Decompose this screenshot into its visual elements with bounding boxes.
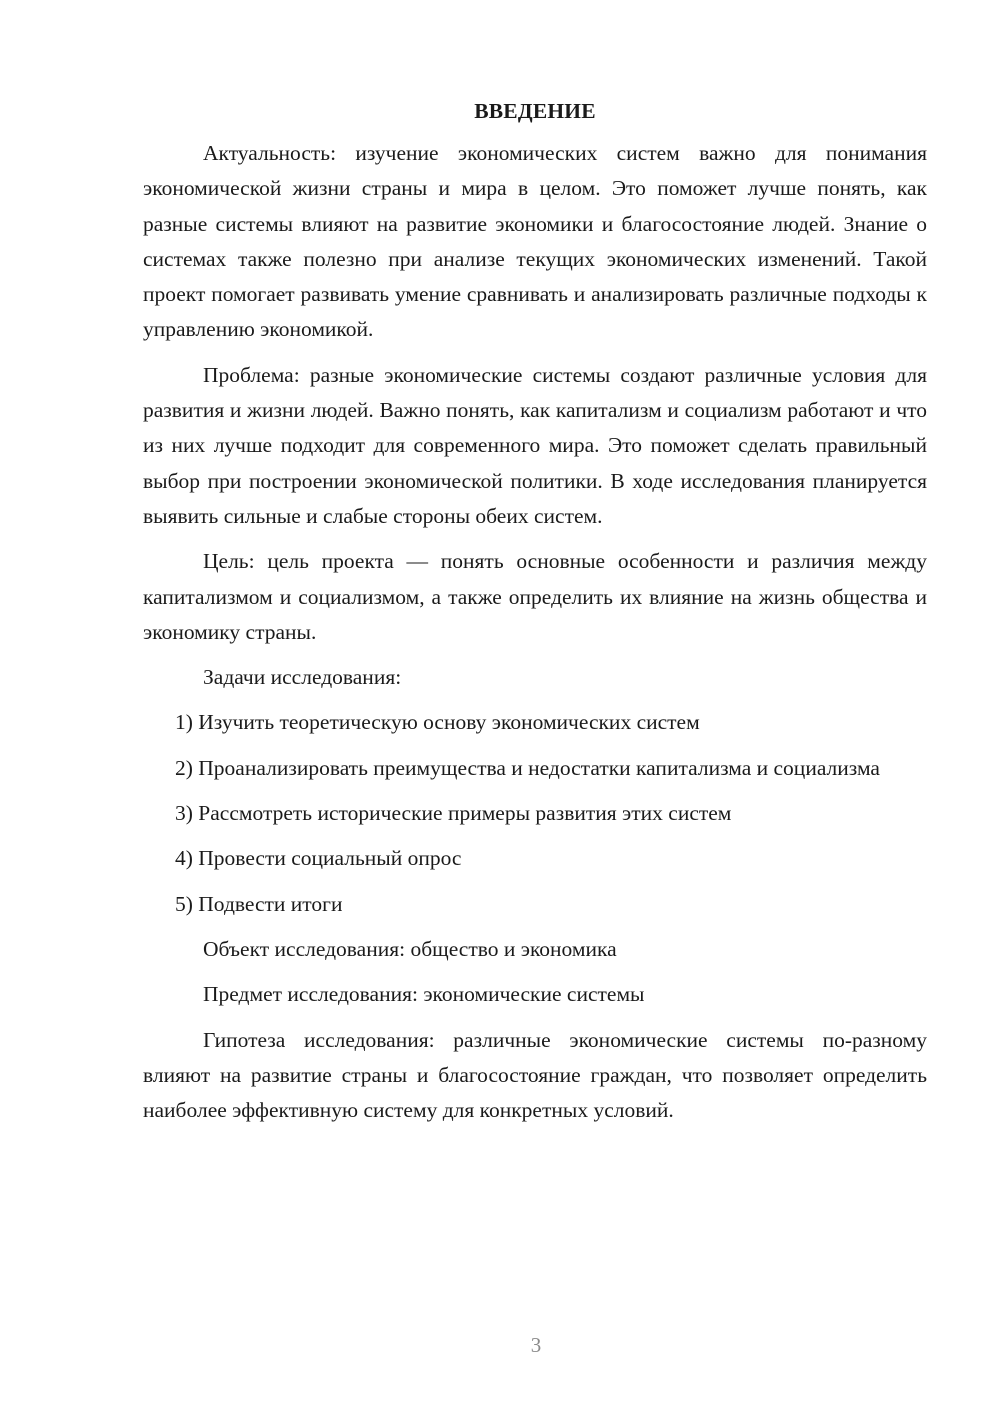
document-body bbox=[143, 96, 927, 1138]
section-heading: ВВЕДЕНИЕ bbox=[474, 99, 596, 123]
object-paragraph: Объект исследования: общество и экономика bbox=[203, 936, 617, 961]
subject-paragraph: Предмет исследования: экономические системы bbox=[203, 982, 645, 1007]
problem-paragraph: Проблема: разные экономические системы создают различные условия для развития и жизни людей. Важно понять, как капитализм и социализм работают и что из них лучше подходит для современного мира. Это поможет сделать правильный выбор при построении экономической политики. В ходе исследования планируется выявить сильные и слабые стороны обеих систем. bbox=[143, 362, 927, 528]
page-number: 3 bbox=[530, 1333, 542, 1357]
task-item-2: 2) Проанализировать преимущества и недостатки капитализма и социализма bbox=[175, 755, 880, 780]
task-item-1: 1) Изучить теоретическую основу экономических систем bbox=[175, 710, 700, 735]
task-item-5: 5) Подвести итоги bbox=[175, 891, 343, 916]
tasks-title: Задачи исследования: bbox=[203, 665, 402, 690]
hypothesis-paragraph: Гипотеза исследования: различные экономические системы по-разному влияют на развитие страны и благосостояние граждан, что позволяет определить наиболее эффективную систему для конкретных условий. bbox=[143, 1027, 927, 1123]
relevance-paragraph: Актуальность: изучение экономических систем важно для понимания экономической жизни страны и мира в целом. Это поможет лучше понять, как разные системы влияют на развитие экономики и благосостояние людей. Знание о системах также полезно при анализе текущих экономических изменений. Такой проект помогает развивать умение сравнивать и анализировать различные подходы к управлению экономикой. bbox=[143, 141, 927, 342]
task-item-3: 3) Рассмотреть исторические примеры развития этих систем bbox=[175, 801, 732, 826]
goal-paragraph: Цель: цель проекта — понять основные особенности и различия между капитализмом и социализмом, а также определить их влияние на жизнь общества и экономику страны. bbox=[143, 549, 927, 644]
task-item-4: 4) Провести социальный опрос bbox=[175, 846, 462, 871]
